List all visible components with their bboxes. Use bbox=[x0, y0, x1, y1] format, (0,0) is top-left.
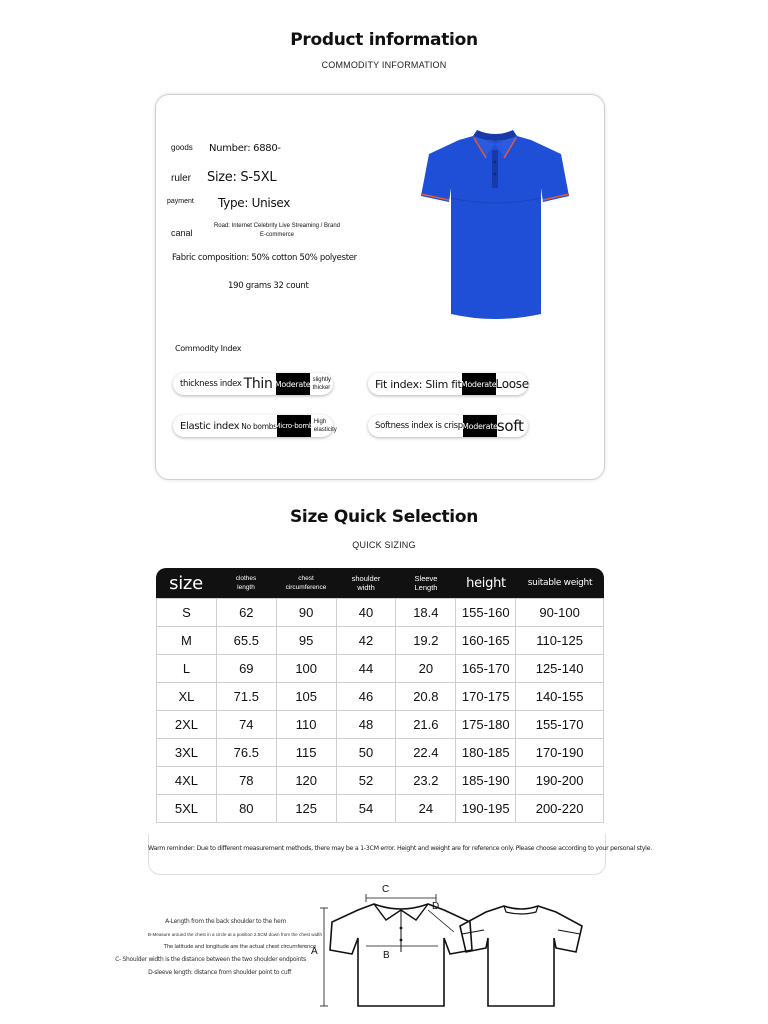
cell-size: 2XL bbox=[157, 711, 217, 739]
size-table-footer-box bbox=[148, 834, 606, 875]
header-chest-line2: circumference bbox=[285, 584, 327, 591]
table-row bbox=[157, 627, 604, 655]
cell-length: 78 bbox=[216, 767, 276, 795]
fabric-composition: Fabric composition: 50% cotton 50% polyester bbox=[172, 253, 357, 263]
cell-sleeve: 20.8 bbox=[396, 683, 456, 711]
measure-b-text: B-Measure around the chest in a circle at a position 2.5CM down from the chest width bbox=[147, 932, 322, 937]
fit-label: Fit index: Slim fit bbox=[375, 377, 462, 391]
cell-size: M bbox=[157, 627, 217, 655]
measure-letter-d: D bbox=[432, 901, 440, 912]
commodity-index-heading: Commodity Index bbox=[175, 344, 242, 353]
header-weight: suitable weight bbox=[527, 577, 593, 588]
cell-length: 76.5 bbox=[216, 739, 276, 767]
elastic-mid: Micro-bomb bbox=[277, 415, 311, 437]
cell-size: S bbox=[157, 599, 217, 627]
thickness-mid: Moderate bbox=[276, 373, 310, 395]
header-shoulder-line2: width bbox=[357, 583, 375, 592]
cell-chest: 125 bbox=[276, 795, 336, 823]
softness-index-pill bbox=[368, 415, 528, 437]
header-sleeve-line2: Length bbox=[414, 583, 438, 592]
softness-high: soft bbox=[496, 417, 524, 435]
table-row bbox=[157, 683, 604, 711]
table-row bbox=[157, 739, 604, 767]
header-shoulder bbox=[336, 568, 396, 598]
thickness-label: thickness index bbox=[180, 379, 242, 389]
elastic-label: Elastic index bbox=[180, 420, 240, 432]
cell-sleeve: 23.2 bbox=[396, 767, 456, 795]
header-sleeve bbox=[396, 568, 456, 598]
canal-value-line1: Road: Internet Celebrity Live Streaming / Brand bbox=[213, 223, 341, 229]
header-length bbox=[216, 568, 276, 598]
table-row bbox=[157, 767, 604, 795]
cell-size: XL bbox=[157, 683, 217, 711]
header-shoulder-line1: shoulder bbox=[351, 574, 381, 583]
goods-label: goods bbox=[171, 143, 193, 152]
table-row bbox=[157, 711, 604, 739]
elastic-high-line1: High bbox=[313, 419, 327, 425]
thickness-high-line2: thicker bbox=[312, 385, 331, 391]
softness-mid: Moderate bbox=[463, 415, 497, 437]
fit-mid: Moderate bbox=[462, 373, 496, 395]
product-info-subtitle: COMMODITY INFORMATION bbox=[321, 60, 447, 70]
thickness-low: Thin bbox=[243, 376, 273, 392]
thickness-index-pill bbox=[173, 373, 333, 395]
cell-chest: 110 bbox=[276, 711, 336, 739]
size-section-subtitle: QUICK SIZING bbox=[352, 540, 416, 550]
goods-value: Number: 6880- bbox=[209, 143, 281, 154]
table-row bbox=[157, 795, 604, 823]
measure-b2-text: The latitude and longitude are the actual chest circumference bbox=[163, 944, 316, 950]
cell-height: 165-170 bbox=[456, 655, 516, 683]
cell-weight: 200-220 bbox=[516, 795, 604, 823]
measure-a-text: A-Length from the back shoulder to the hem bbox=[165, 918, 286, 925]
cell-sleeve: 21.6 bbox=[396, 711, 456, 739]
cell-weight: 90-100 bbox=[516, 599, 604, 627]
header-size: size bbox=[169, 572, 203, 594]
fabric-weight: 190 grams 32 count bbox=[228, 281, 309, 291]
cell-chest: 120 bbox=[276, 767, 336, 795]
cell-chest: 115 bbox=[276, 739, 336, 767]
cell-chest: 105 bbox=[276, 683, 336, 711]
cell-length: 62 bbox=[216, 599, 276, 627]
header-sleeve-line1: Sleeve bbox=[414, 574, 438, 583]
softness-label: Softness index is crisp bbox=[375, 421, 463, 431]
cell-shoulder: 52 bbox=[336, 767, 396, 795]
product-info-title: Product information bbox=[290, 30, 478, 50]
cell-chest: 90 bbox=[276, 599, 336, 627]
header-chest bbox=[276, 568, 336, 598]
fit-high: Loose bbox=[495, 377, 529, 391]
cell-weight: 125-140 bbox=[516, 655, 604, 683]
cell-height: 170-175 bbox=[456, 683, 516, 711]
cell-weight: 140-155 bbox=[516, 683, 604, 711]
cell-height: 160-165 bbox=[456, 627, 516, 655]
cell-length: 71.5 bbox=[216, 683, 276, 711]
cell-sleeve: 19.2 bbox=[396, 627, 456, 655]
thickness-high-line1: slightly bbox=[312, 377, 331, 383]
cell-length: 80 bbox=[216, 795, 276, 823]
cell-size: 4XL bbox=[157, 767, 217, 795]
cell-shoulder: 46 bbox=[336, 683, 396, 711]
cell-height: 155-160 bbox=[456, 599, 516, 627]
ruler-label: ruler bbox=[171, 173, 192, 184]
cell-height: 180-185 bbox=[456, 739, 516, 767]
cell-shoulder: 50 bbox=[336, 739, 396, 767]
cell-weight: 190-200 bbox=[516, 767, 604, 795]
measurement-diagram bbox=[318, 880, 588, 1010]
thickness-high bbox=[313, 376, 331, 392]
measure-letter-c: C bbox=[382, 884, 390, 895]
table-row bbox=[157, 655, 604, 683]
elastic-index-pill bbox=[173, 415, 337, 437]
ruler-value: Size: S-5XL bbox=[207, 170, 277, 185]
warm-reminder: Warm reminder: Due to different measurement methods, there may be a 1-3CM error. Height and weight are for reference only. Please choose according to your personal style. bbox=[148, 845, 652, 852]
size-table bbox=[156, 598, 604, 823]
cell-shoulder: 54 bbox=[336, 795, 396, 823]
elastic-high bbox=[314, 418, 337, 434]
cell-weight: 110-125 bbox=[516, 627, 604, 655]
cell-size: 5XL bbox=[157, 795, 217, 823]
cell-sleeve: 20 bbox=[396, 655, 456, 683]
fit-index-pill bbox=[368, 373, 528, 395]
cell-chest: 100 bbox=[276, 655, 336, 683]
cell-weight: 155-170 bbox=[516, 711, 604, 739]
measure-letter-b: B bbox=[383, 950, 390, 961]
cell-weight: 170-190 bbox=[516, 739, 604, 767]
payment-label: payment bbox=[167, 198, 194, 205]
cell-height: 185-190 bbox=[456, 767, 516, 795]
canal-label: canal bbox=[171, 228, 193, 238]
cell-sleeve: 24 bbox=[396, 795, 456, 823]
measure-letter-a: A bbox=[311, 946, 318, 957]
cell-sleeve: 18.4 bbox=[396, 599, 456, 627]
cell-size: L bbox=[157, 655, 217, 683]
measure-c-text: C- Shoulder width is the distance between the two shoulder endpoints bbox=[115, 956, 306, 963]
size-section-title: Size Quick Selection bbox=[289, 507, 479, 527]
cell-chest: 95 bbox=[276, 627, 336, 655]
cell-length: 74 bbox=[216, 711, 276, 739]
table-row bbox=[157, 599, 604, 627]
header-height: height bbox=[466, 575, 506, 591]
elastic-high-line2: elasticity bbox=[313, 427, 337, 433]
cell-length: 65.5 bbox=[216, 627, 276, 655]
canal-value bbox=[212, 222, 342, 240]
cell-height: 175-180 bbox=[456, 711, 516, 739]
cell-height: 190-195 bbox=[456, 795, 516, 823]
cell-sleeve: 22.4 bbox=[396, 739, 456, 767]
cell-length: 69 bbox=[216, 655, 276, 683]
header-length-line1: clothes bbox=[235, 575, 257, 582]
header-length-line2: length bbox=[237, 584, 255, 591]
cell-size: 3XL bbox=[157, 739, 217, 767]
cell-shoulder: 40 bbox=[336, 599, 396, 627]
polo-shirt-image bbox=[415, 128, 575, 324]
cell-shoulder: 48 bbox=[336, 711, 396, 739]
cell-shoulder: 42 bbox=[336, 627, 396, 655]
canal-value-line2: E-commerce bbox=[259, 232, 294, 238]
payment-value: Type: Unisex bbox=[218, 196, 291, 210]
measure-d-text: D-sleeve length: distance from shoulder point to cuff bbox=[148, 969, 291, 976]
cell-shoulder: 44 bbox=[336, 655, 396, 683]
elastic-low: No bombs bbox=[241, 421, 277, 431]
header-chest-line1: chest bbox=[298, 575, 314, 582]
